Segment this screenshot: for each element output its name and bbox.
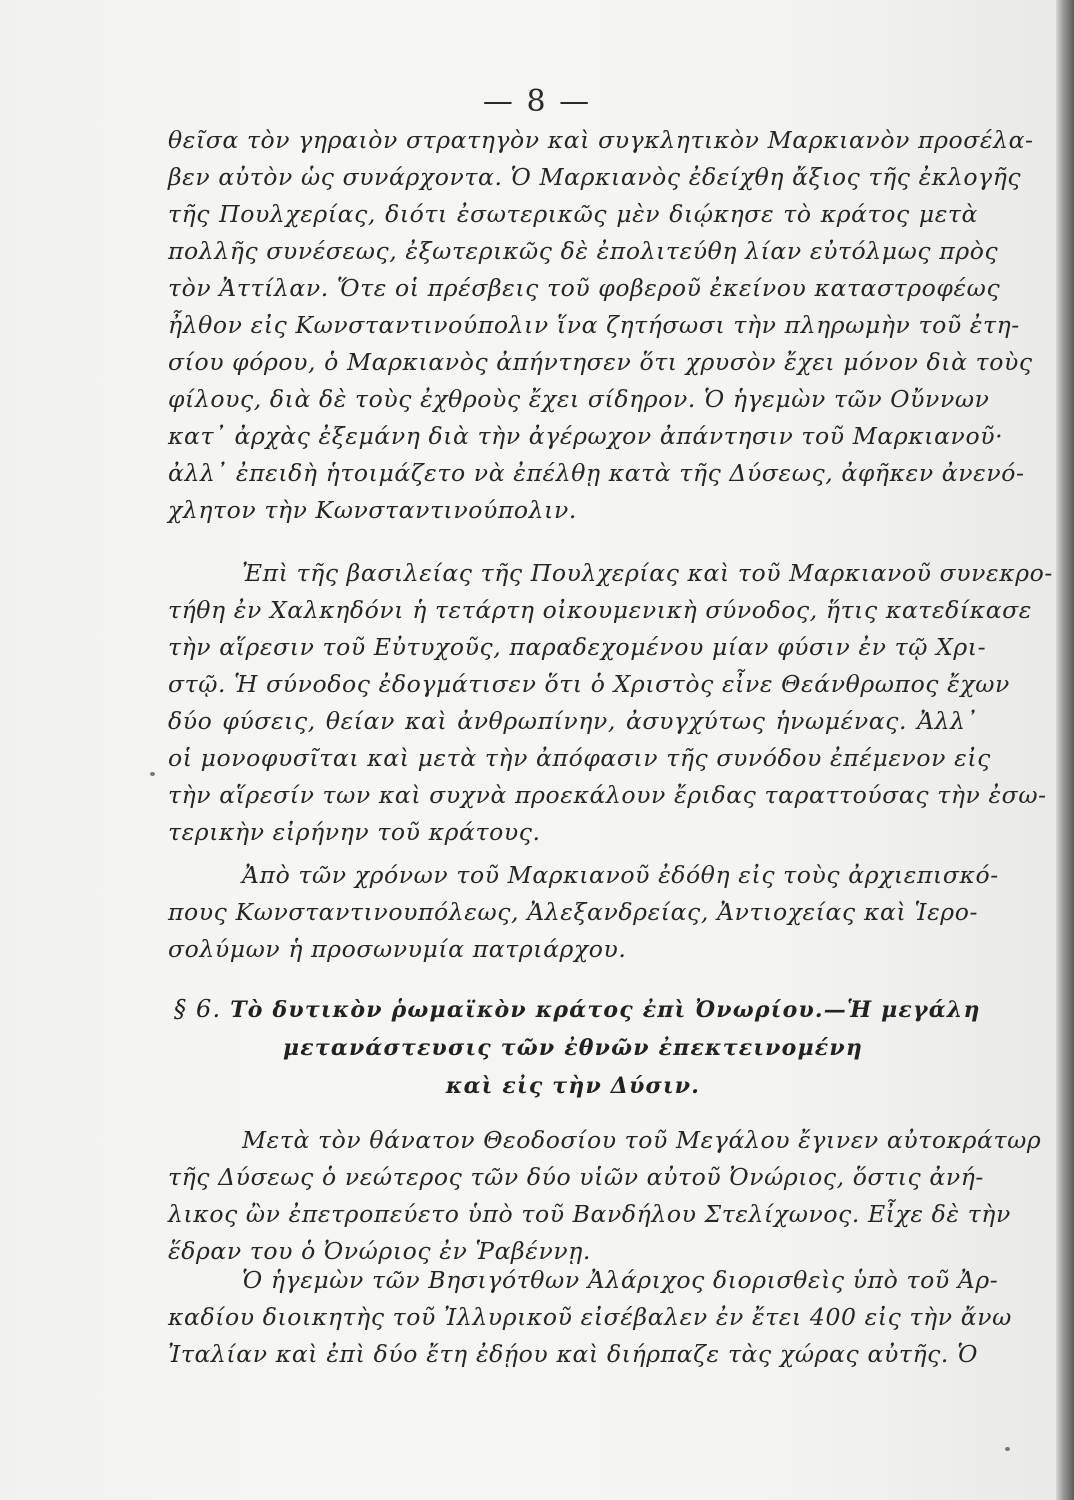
text-line: Μετὰ τὸν θάνατον Θεοδοσίου τοῦ Μεγάλου ἔγινεν αὐτοκράτωρ [242,1126,1042,1154]
text-line: ἕδραν του ὁ Ὀνώριος ἐν Ῥαβέννῃ. [168,1237,591,1265]
text-line: τὴν αἵρεσίν των καὶ συχνὰ προεκάλουν ἔριδας ταραττούσας τὴν ἐσω- [168,781,1047,809]
text-line: τερικὴν εἰρήνην τοῦ κράτους. [168,818,541,846]
text-line: Ἰταλίαν καὶ ἐπὶ δύο ἔτη ἐδῄου καὶ διήρπαζε τὰς χώρας αὐτῆς. Ὁ [168,1340,978,1368]
text-line: χλητον τὴν Κωνσταντινούπολιν. [168,496,577,524]
text-line: τῆς Πουλχερίας, διότι ἐσωτερικῶς μὲν διῴκησε τὸ κράτος μετὰ [168,200,978,228]
text-line: θεῖσα τὸν γηραιὸν στρατηγὸν καὶ συγκλητικὸν Μαρκιανὸν προσέλα- [168,126,1034,154]
text-line: σίου φόρου, ὁ Μαρκιανὸς ἀπήντησεν ὅτι χρυσὸν ἔχει μόνον διὰ τοὺς [168,348,1033,376]
text-line: δύο φύσεις, θείαν καὶ ἀνθρωπίνην, ἀσυγχύτως ἡνωμένας. Ἀλλ᾽ [168,707,978,735]
paper-speck [1005,1447,1010,1451]
section-title-part-2: μετανάστευσις τῶν ἐθνῶν ἐπεκτεινομένη [282,1035,864,1061]
text-line: πολλῆς συνέσεως, ἐξωτερικῶς δὲ ἐπολιτεύθη λίαν εὐτόλμως πρὸς [168,237,999,265]
text-line: πους Κωνσταντινουπόλεως, Ἀλεξανδρείας, Ἀντιοχείας καὶ Ἱερο- [168,898,978,926]
paper-speck [150,772,155,776]
text-line: καδίου διοικητὴς τοῦ Ἰλλυρικοῦ εἰσέβαλεν ἐν ἔτει 400 εἰς τὴν ἄνω [168,1303,1012,1331]
text-line: Ἀπὸ τῶν χρόνων τοῦ Μαρκιανοῦ ἐδόθη εἰς τοὺς ἀρχιεπισκό- [242,861,999,889]
paragraph-alaric [168,1262,1012,1373]
text-line: Ὁ ἡγεμὼν τῶν Βησιγότθων Ἀλάριχος διορισθεὶς ὑπὸ τοῦ Ἀρ- [242,1266,999,1294]
text-line: τήθη ἐν Χαλκηδόνι ἡ τετάρτη οἰκουμενικὴ σύνοδος, ἥτις κατεδίκασε [168,596,1033,624]
section-number: § 6. [174,995,222,1023]
text-line: σολύμων ἡ προσωνυμία πατριάρχου. [168,935,627,963]
section-heading-line-1 [168,990,981,1029]
paragraph-patriarch-title [168,857,999,968]
text-line: φίλους, διὰ δὲ τοὺς ἐχθροὺς ἔχει σίδηρον. Ὁ ἡγεμὼν τῶν Οὔννων [168,385,990,413]
text-line: Ἐπὶ τῆς βασιλείας τῆς Πουλχερίας καὶ τοῦ Μαρκιανοῦ συνεκρο- [242,559,1053,587]
paragraph-honorius [168,1122,1042,1270]
section-heading [168,990,981,1105]
paragraph-chalcedon-council [168,555,1053,851]
text-line: ἀλλ᾽ ἐπειδὴ ἡτοιμάζετο νὰ ἐπέλθῃ κατὰ τῆς Δύσεως, ἀφῆκεν ἀνενό- [168,459,1025,487]
section-title-part-1: Τὸ δυτικὸν ῥωμαϊκὸν κράτος ἐπὶ Ὀνωρίου.—Ἡ μεγάλη [230,997,981,1023]
text-line: τὴν αἵρεσιν τοῦ Εὐτυχοῦς, παραδεχομένου μίαν φύσιν ἐν τῷ Χρι- [168,633,987,661]
text-line: στῷ. Ἡ σύνοδος ἐδογμάτισεν ὅτι ὁ Χριστὸς εἶνε Θεάνθρωπος ἔχων [168,670,1010,698]
text-line: τῆς Δύσεως ὁ νεώτερος τῶν δύο υἱῶν αὐτοῦ Ὀνώριος, ὅστις ἀνή- [168,1163,984,1191]
text-line: οἱ μονοφυσῖται καὶ μετὰ τὴν ἀπόφασιν τῆς συνόδου ἐπέμενον εἰς [168,744,991,772]
text-line: ἦλθον εἰς Κωνσταντινούπολιν ἵνα ζητήσωσι τὴν πληρωμὴν τοῦ ἐτη- [168,311,1020,339]
text-line: κατ᾽ ἀρχὰς ἐξεμάνη διὰ τὴν ἀγέρωχον ἀπάντησιν τοῦ Μαρκιανοῦ· [168,422,1004,450]
page-number: — 8 — [482,84,592,119]
section-title-part-3: καὶ εἰς τὴν Δύσιν. [445,1073,701,1099]
text-line: τὸν Ἀττίλαν. Ὅτε οἱ πρέσβεις τοῦ φοβεροῦ ἐκείνου καταστροφέως [168,274,1001,302]
paragraph-marcian-reign [168,122,1034,529]
text-line: λικος ὢν ἐπετροπεύετο ὑπὸ τοῦ Βανδήλου Στελίχωνος. Εἶχε δὲ τὴν [168,1200,1011,1228]
page-binding-edge [1056,0,1074,1500]
text-line: βεν αὐτὸν ὡς συνάρχοντα. Ὁ Μαρκιανὸς ἐδείχθη ἄξιος τῆς ἐκλογῆς [168,163,1022,191]
